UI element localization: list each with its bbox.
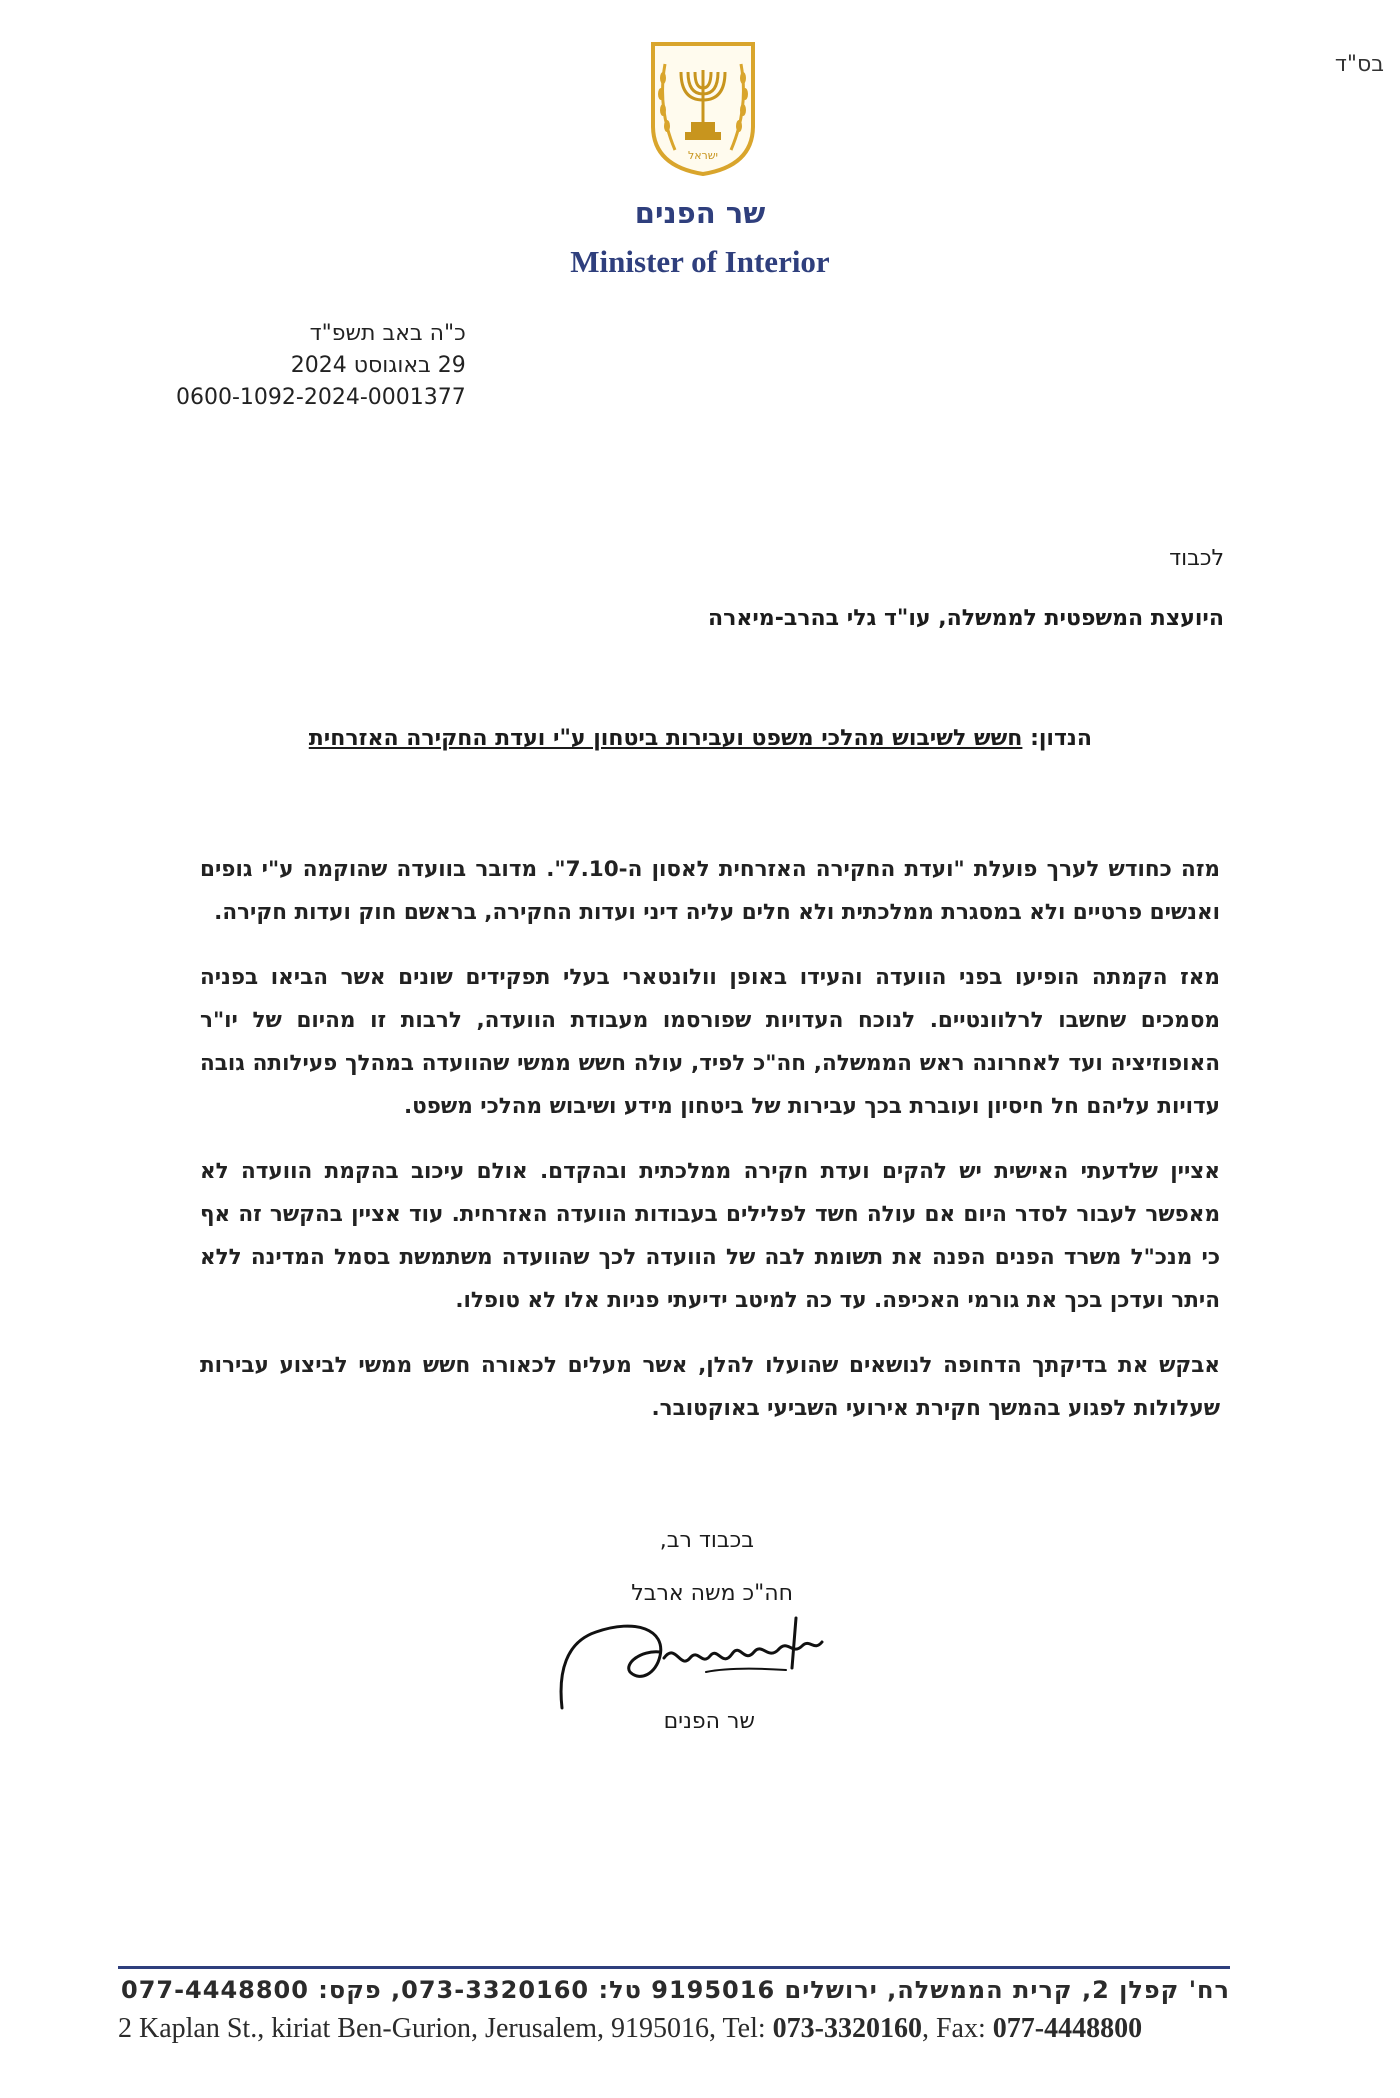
subject-line (309, 726, 1092, 751)
signer-name: חה"כ משה ארבל (631, 1581, 793, 1606)
footer-address-hebrew: רח' קפלן 2, קרית הממשלה, ירושלים 9195016 טל: 073-3320160, פקס: 077-4448800 (121, 1976, 1230, 2004)
state-emblem-icon (645, 38, 761, 178)
date-block (176, 318, 466, 414)
footer-tel: 073-3320160 (772, 2013, 922, 2044)
closing-regards: בכבוד רב, (659, 1528, 754, 1553)
body-paragraph: אציין שלדעתי האישית יש להקים ועדת חקירה ממלכתית ובהקדם. אולם עיכוב בהקמת הוועדה לא מאפשר לעבור לסדר היום אם עולה חשד לפלילים בעבודות הוועדה האזרחית. עוד אציין בהקשר זה אף כי מנכ"ל משרד הפנים הפנה את תשומת לבה של הוועדה לכך שהוועדה משתמשת בסמל המדינה ללא היתר ועדכן בכך את גורמי האכיפה. עד כה למיטב ידיעתי פניות אלו לא טופלו. (200, 1159, 1220, 1313)
letter-body (200, 848, 1220, 1452)
footer-fax: 077-4448800 (992, 2013, 1143, 2044)
footer-divider (118, 1966, 1230, 1969)
footer-fax-label: , Fax: (921, 2013, 993, 2044)
reference-number: 0600-1092-2024-0001377 (176, 385, 466, 410)
emblem-text: ישראל (687, 149, 719, 162)
hebrew-date: כ"ה באב תשפ"ד (309, 321, 466, 346)
salutation: לכבוד (1169, 546, 1224, 571)
footer-address-text: 2 Kaplan St., kiriat Ben-Gurion, Jerusalem, 9195016, Tel: (118, 2013, 773, 2044)
body-paragraph: מזה כחודש לערך פועלת "ועדת החקירה האזרחית לאסון ה-7.10". מדובר בוועדה שהוקמה ע"י גופים ואנשים פרטיים ולא במסגרת ממלכתית ולא חלים עליה דיני ועדות החקירה, בראשם חוק ועדות חקירה. (200, 857, 1220, 925)
minister-title-english: Minister of Interior (570, 244, 830, 279)
gregorian-date: 29 באוגוסט 2024 (290, 353, 466, 378)
subject-prefix: הנדון: (1030, 726, 1092, 751)
footer-address-english (118, 2013, 1230, 2045)
subject-text: חשש לשיבוש מהלכי משפט ועבירות ביטחון ע"י ועדת החקירה האזרחית (308, 726, 1023, 751)
besd-mark: בס"ד (1334, 52, 1384, 77)
handwritten-signature (556, 1612, 830, 1714)
minister-title-hebrew: שר הפנים (634, 196, 766, 230)
signer-title: שר הפנים (663, 1709, 755, 1734)
body-paragraph: אבקש את בדיקתך הדחופה לנושאים שהועלו להלן, אשר מעלים לכאורה חשש ממשי לביצוע עבירות שעלולות לפגוע בהמשך חקירת אירועי השביעי באוקטובר. (200, 1353, 1220, 1421)
recipient: היועצת המשפטית לממשלה, עו"ד גלי בהרב-מיארה (707, 606, 1224, 631)
body-paragraph: מאז הקמתה הופיעו בפני הוועדה והעידו באופן וולונטארי בעלי תפקידים שונים אשר הביאו בפניה מסמכים שחשבו לרלוונטיים. לנוכח העדויות שפורסמו מעבודת הוועדה, לרבות זו מהיום של יו"ר האופוזיציה ועד לאחרונה ראש הממשלה, חה"כ לפיד, עולה חשש ממשי שהוועדה במהלך פעילותה גובה עדויות עליהם חל חיסיון ועוברת בכך עבירות של ביטחון מידע ושיבוש מהלכי משפט. (200, 965, 1220, 1119)
